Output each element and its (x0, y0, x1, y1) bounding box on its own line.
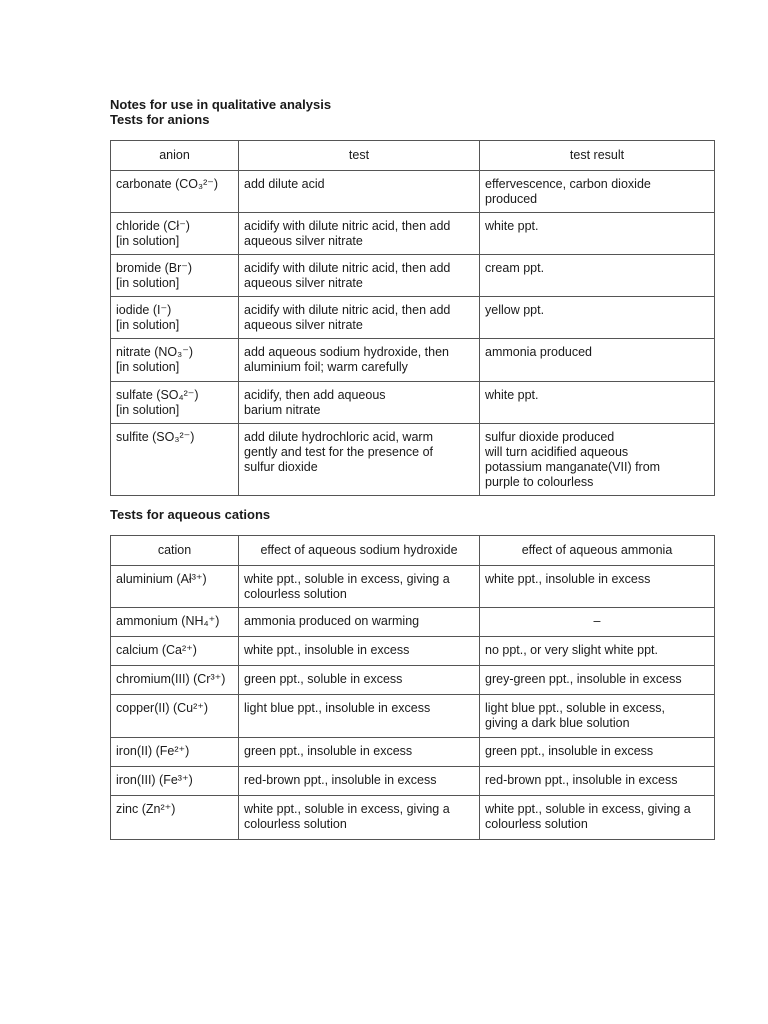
column-header-ammonia: effect of aqueous ammonia (480, 536, 715, 566)
column-header-test: test (239, 141, 480, 171)
table-row (111, 297, 715, 339)
naoh-effect-cell: white ppt., insoluble in excess (239, 637, 480, 666)
naoh-effect-cell: white ppt., soluble in excess, giving a colourless solution (239, 796, 480, 840)
naoh-effect-cell: green ppt., soluble in excess (239, 666, 480, 695)
table-row (111, 666, 715, 695)
column-header-test-result: test result (480, 141, 715, 171)
column-header-cation: cation (111, 536, 239, 566)
cations-table (110, 535, 715, 840)
table-row (111, 796, 715, 840)
table-row (111, 339, 715, 382)
table-row (111, 637, 715, 666)
anion-test-cell: acidify, then add aqueous barium nitrate (239, 382, 480, 424)
anion-name-cell: sulfite (SO₃²⁻) (111, 424, 239, 496)
cation-name-cell: calcium (Ca²⁺) (111, 637, 239, 666)
anion-result-cell: sulfur dioxide produced will turn acidified aqueous potassium manganate(VII) from purple to colourless (480, 424, 715, 496)
anion-result-cell: white ppt. (480, 213, 715, 255)
anion-test-cell: add dilute hydrochloric acid, warm gently and test for the presence of sulfur dioxide (239, 424, 480, 496)
table-row (111, 382, 715, 424)
cation-name-cell: iron(II) (Fe²⁺) (111, 738, 239, 767)
cation-name-cell: zinc (Zn²⁺) (111, 796, 239, 840)
ammonia-effect-cell: red-brown ppt., insoluble in excess (480, 767, 715, 796)
anion-result-cell: white ppt. (480, 382, 715, 424)
cations-header-row (111, 536, 715, 566)
anions-heading: Tests for anions (110, 112, 210, 127)
ammonia-effect-cell: white ppt., insoluble in excess (480, 566, 715, 608)
anion-name-cell: sulfate (SO₄²⁻) [in solution] (111, 382, 239, 424)
anion-result-cell: ammonia produced (480, 339, 715, 382)
ammonia-effect-cell: green ppt., insoluble in excess (480, 738, 715, 767)
table-row (111, 424, 715, 496)
table-row (111, 695, 715, 738)
anion-result-cell: yellow ppt. (480, 297, 715, 339)
naoh-effect-cell: white ppt., soluble in excess, giving a colourless solution (239, 566, 480, 608)
cations-heading: Tests for aqueous cations (110, 507, 271, 522)
cation-name-cell: aluminium (Ał³⁺) (111, 566, 239, 608)
ammonia-effect-cell: white ppt., soluble in excess, giving a colourless solution (480, 796, 715, 840)
anion-test-cell: add dilute acid (239, 171, 480, 213)
table-row (111, 608, 715, 637)
ammonia-effect-cell: light blue ppt., soluble in excess, giving a dark blue solution (480, 695, 715, 738)
naoh-effect-cell: red-brown ppt., insoluble in excess (239, 767, 480, 796)
cation-name-cell: chromium(III) (Cr³⁺) (111, 666, 239, 695)
ammonia-effect-cell: grey-green ppt., insoluble in excess (480, 666, 715, 695)
anion-test-cell: acidify with dilute nitric acid, then add aqueous silver nitrate (239, 255, 480, 297)
anions-header-row (111, 141, 715, 171)
document-title: Notes for use in qualitative analysis (110, 97, 332, 112)
cation-name-cell: ammonium (NH₄⁺) (111, 608, 239, 637)
ammonia-effect-cell: no ppt., or very slight white ppt. (480, 637, 715, 666)
table-row (111, 255, 715, 297)
naoh-effect-cell: ammonia produced on warming (239, 608, 480, 637)
table-row (111, 566, 715, 608)
anion-name-cell: chloride (Cł⁻) [in solution] (111, 213, 239, 255)
anion-result-cell: cream ppt. (480, 255, 715, 297)
anion-name-cell: nitrate (NO₃⁻) [in solution] (111, 339, 239, 382)
naoh-effect-cell: light blue ppt., insoluble in excess (239, 695, 480, 738)
anion-result-cell: effervescence, carbon dioxide produced (480, 171, 715, 213)
table-row (111, 213, 715, 255)
table-row (111, 738, 715, 767)
anion-test-cell: acidify with dilute nitric acid, then add aqueous silver nitrate (239, 297, 480, 339)
cation-name-cell: copper(II) (Cu²⁺) (111, 695, 239, 738)
anion-name-cell: carbonate (CO₃²⁻) (111, 171, 239, 213)
anion-name-cell: iodide (I⁻) [in solution] (111, 297, 239, 339)
anion-name-cell: bromide (Br⁻) [in solution] (111, 255, 239, 297)
column-header-anion: anion (111, 141, 239, 171)
anions-table (110, 140, 715, 496)
table-row (111, 171, 715, 213)
ammonia-effect-cell: – (480, 608, 715, 637)
cation-name-cell: iron(III) (Fe³⁺) (111, 767, 239, 796)
anion-test-cell: add aqueous sodium hydroxide, then aluminium foil; warm carefully (239, 339, 480, 382)
column-header-sodium-hydroxide: effect of aqueous sodium hydroxide (239, 536, 480, 566)
naoh-effect-cell: green ppt., insoluble in excess (239, 738, 480, 767)
anion-test-cell: acidify with dilute nitric acid, then add aqueous silver nitrate (239, 213, 480, 255)
table-row (111, 767, 715, 796)
